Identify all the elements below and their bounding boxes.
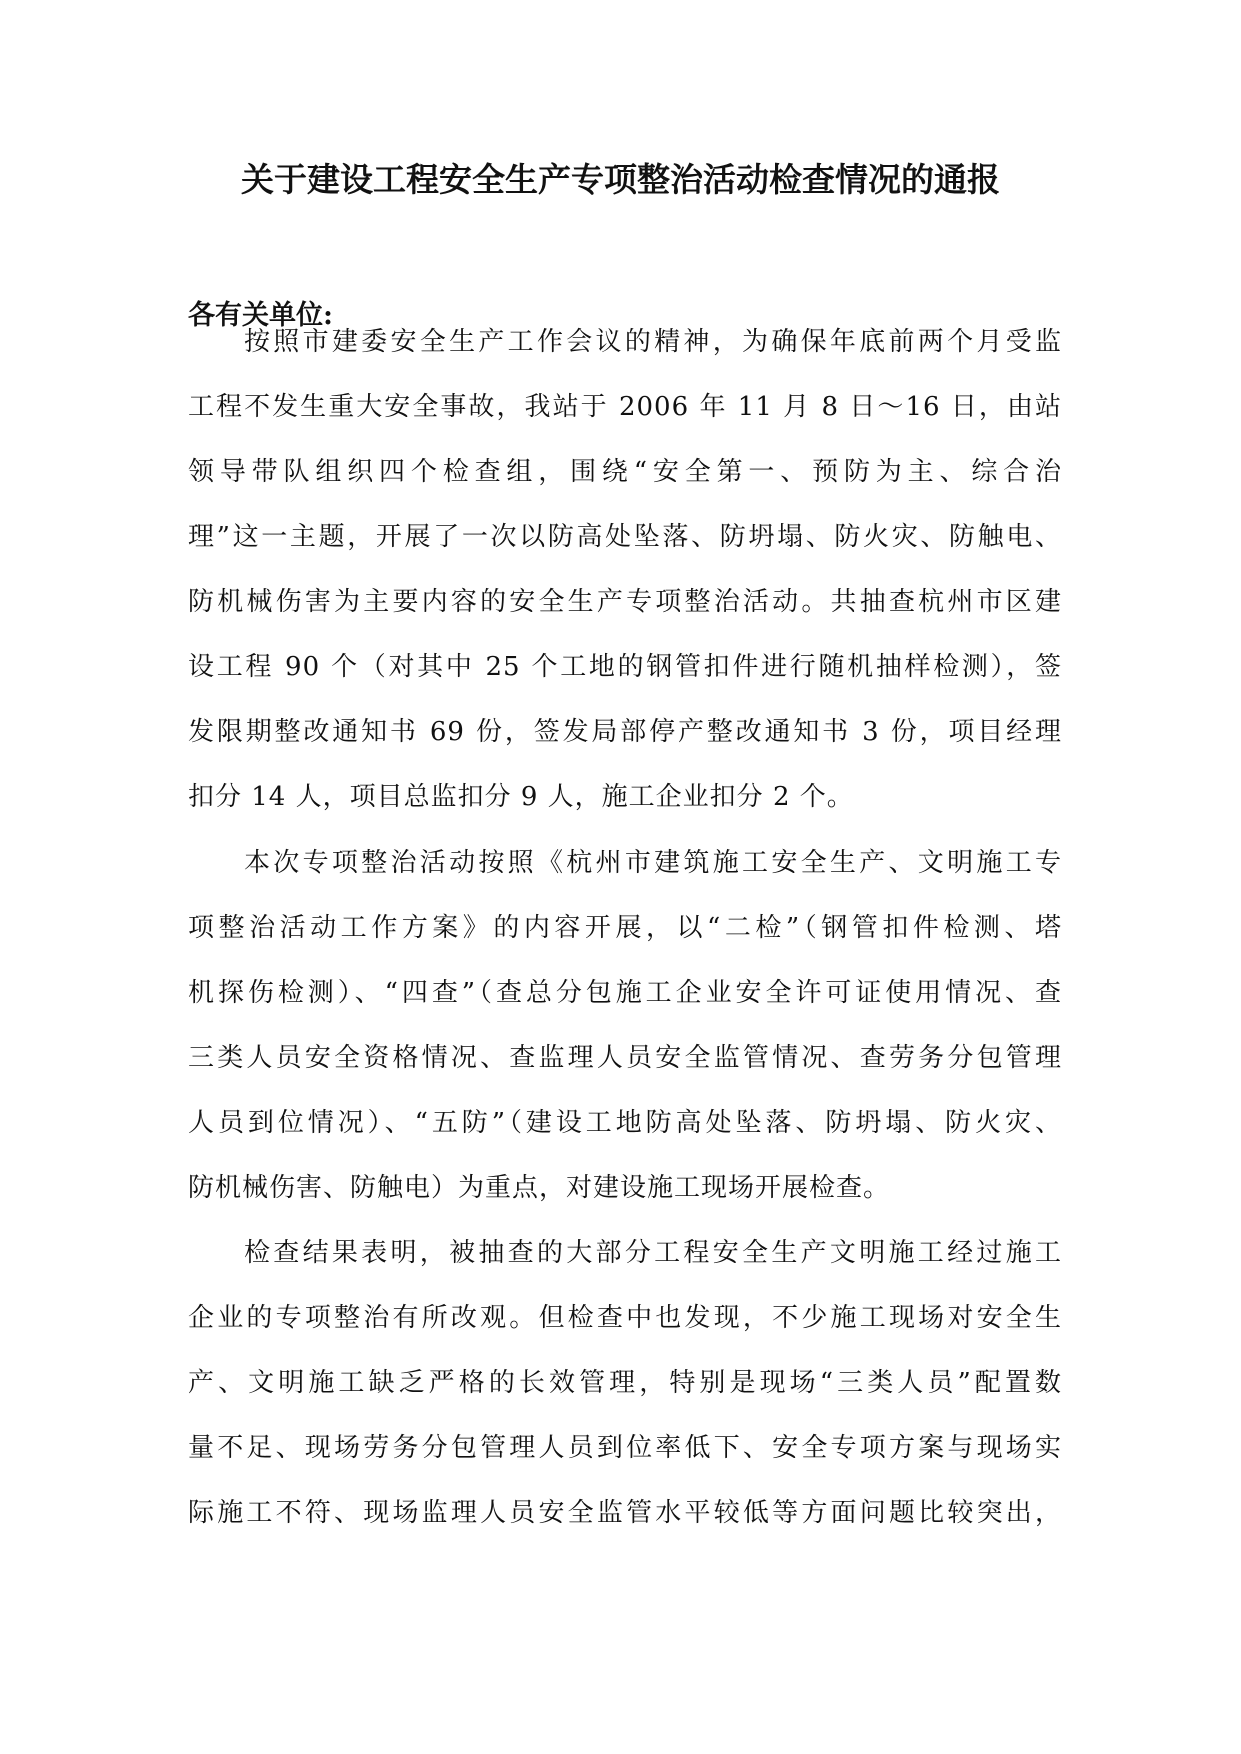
document-title: 关于建设工程安全生产专项整治活动检查情况的通报: [241, 160, 1000, 199]
paragraph-line: 设工程 90 个（对其中 25 个工地的钢管扣件进行随机抽样检测），签: [188, 652, 1062, 682]
paragraph-2: [188, 843, 1062, 1233]
paragraph-line: 防机械伤害、防触电）为重点，对建设施工现场开展检查。: [188, 1173, 891, 1203]
paragraph-line: 按照市建委安全生产工作会议的精神，为确保年底前两个月受监: [244, 327, 1062, 357]
paragraph-line: 工程不发生重大安全事故，我站于 2006 年 11 月 8 日～16 日，由站: [188, 392, 1062, 422]
paragraph-line: 际施工不符、现场监理人员安全监管水平较低等方面问题比较突出，: [188, 1498, 1062, 1528]
paragraph-line: 项整治活动工作方案》的内容开展，以“二检”（钢管扣件检测、塔: [188, 913, 1062, 943]
paragraph-1: [188, 322, 1062, 842]
paragraph-line: 三类人员安全资格情况、查监理人员安全监管情况、查劳务分包管理: [188, 1043, 1062, 1073]
paragraph-line: 量不足、现场劳务分包管理人员到位率低下、安全专项方案与现场实: [188, 1433, 1062, 1463]
paragraph-line: 领导带队组织四个检查组，围绕“安全第一、预防为主、综合治: [188, 457, 1062, 487]
paragraph-line: 发限期整改通知书 69 份，签发局部停产整改通知书 3 份，项目经理: [188, 717, 1062, 747]
paragraph-line: 防机械伤害为主要内容的安全生产专项整治活动。共抽查杭州市区建: [188, 587, 1062, 617]
paragraph-3: [188, 1233, 1062, 1558]
paragraph-line: 机探伤检测）、“四查”（查总分包施工企业安全许可证使用情况、查: [188, 978, 1062, 1008]
paragraph-line: 产、文明施工缺乏严格的长效管理，特别是现场“三类人员”配置数: [188, 1368, 1062, 1398]
paragraph-line: 企业的专项整治有所改观。但检查中也发现，不少施工现场对安全生: [188, 1303, 1062, 1333]
paragraph-line: 扣分 14 人，项目总监扣分 9 人，施工企业扣分 2 个。: [188, 782, 854, 812]
paragraph-line: 人员到位情况）、“五防”（建设工地防高处坠落、防坍塌、防火灾、: [188, 1108, 1062, 1138]
salutation: 各有关单位:: [188, 300, 333, 331]
paragraph-line: 检查结果表明，被抽查的大部分工程安全生产文明施工经过施工: [244, 1238, 1062, 1268]
paragraph-line: 理”这一主题，开展了一次以防高处坠落、防坍塌、防火灾、防触电、: [188, 522, 1062, 552]
paragraph-line: 本次专项整治活动按照《杭州市建筑施工安全生产、文明施工专: [244, 848, 1062, 878]
